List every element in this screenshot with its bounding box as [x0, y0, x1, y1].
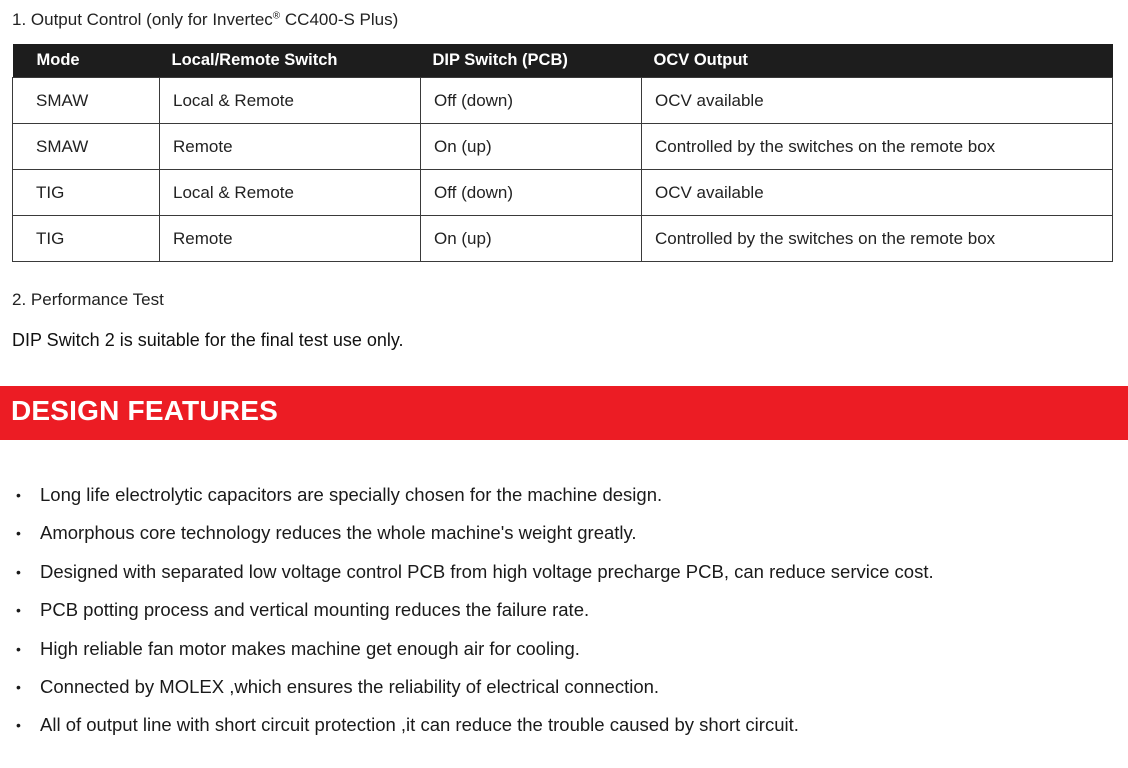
cell-mode: SMAW	[13, 124, 160, 170]
cell-dip: On (up)	[421, 124, 642, 170]
list-item	[16, 478, 1116, 516]
table-row	[13, 78, 1113, 124]
cell-mode: SMAW	[13, 78, 160, 124]
feature-text: All of output line with short circuit protection ,it can reduce the trouble caused by short circuit.	[40, 714, 799, 736]
bullet-icon: •	[16, 525, 21, 542]
design-features-banner	[0, 386, 1128, 440]
cell-switch: Local & Remote	[160, 170, 421, 216]
list-item	[16, 593, 1116, 631]
cell-ocv: Controlled by the switches on the remote box	[642, 216, 1113, 262]
bullet-icon: •	[16, 487, 21, 503]
feature-text: Long life electrolytic capacitors are specially chosen for the machine design.	[40, 484, 663, 505]
feature-text: Connected by MOLEX ,which ensures the reliability of electrical connection.	[40, 675, 660, 697]
cell-dip: Off (down)	[421, 170, 642, 216]
bullet-icon: •	[16, 640, 21, 657]
list-item	[16, 670, 1116, 708]
output-control-table	[12, 44, 1113, 262]
bullet-icon: •	[16, 717, 21, 734]
feature-text: Amorphous core technology reduces the whole machine's weight greatly.	[40, 522, 637, 544]
table-row	[13, 170, 1113, 216]
list-item	[16, 516, 1116, 554]
performance-test-body: DIP Switch 2 is suitable for the final test use only.	[12, 330, 404, 350]
list-item	[16, 708, 1116, 746]
feature-text: Designed with separated low voltage control PCB from high voltage precharge PCB, can reduce service cost.	[40, 560, 934, 582]
bullet-icon: •	[16, 602, 21, 619]
cell-mode: TIG	[13, 170, 160, 216]
cell-switch: Local & Remote	[160, 78, 421, 124]
cell-switch: Remote	[160, 216, 421, 262]
design-features-title: DESIGN FEATURES	[11, 395, 278, 426]
header-local-remote-switch: Local/Remote Switch	[160, 44, 421, 78]
output-control-title-suffix: CC400-S Plus)	[280, 10, 399, 29]
cell-dip: Off (down)	[421, 78, 642, 124]
cell-dip: On (up)	[421, 216, 642, 262]
feature-text: PCB potting process and vertical mounting reduces the failure rate.	[40, 599, 590, 621]
table-row	[13, 124, 1113, 170]
cell-ocv: OCV available	[642, 170, 1113, 216]
header-mode: Mode	[13, 44, 160, 78]
header-dip-switch: DIP Switch (PCB)	[421, 44, 642, 78]
bullet-icon: •	[16, 678, 21, 695]
output-control-title-text: 1. Output Control (only for Invertec	[12, 10, 273, 29]
bullet-icon: •	[16, 563, 21, 580]
table-header-row	[13, 44, 1113, 78]
cell-mode: TIG	[13, 216, 160, 262]
output-control-title	[12, 10, 398, 30]
cell-ocv: Controlled by the switches on the remote box	[642, 124, 1113, 170]
performance-test-title: 2. Performance Test	[12, 290, 164, 309]
registered-mark: ®	[272, 10, 281, 22]
list-item	[16, 632, 1116, 670]
cell-switch: Remote	[160, 124, 421, 170]
header-ocv-output: OCV Output	[642, 44, 1113, 78]
feature-text: High reliable fan motor makes machine get enough air for cooling.	[40, 637, 580, 659]
cell-ocv: OCV available	[642, 78, 1113, 124]
table-row	[13, 216, 1113, 262]
design-features-list	[16, 478, 1116, 747]
list-item	[16, 555, 1116, 593]
